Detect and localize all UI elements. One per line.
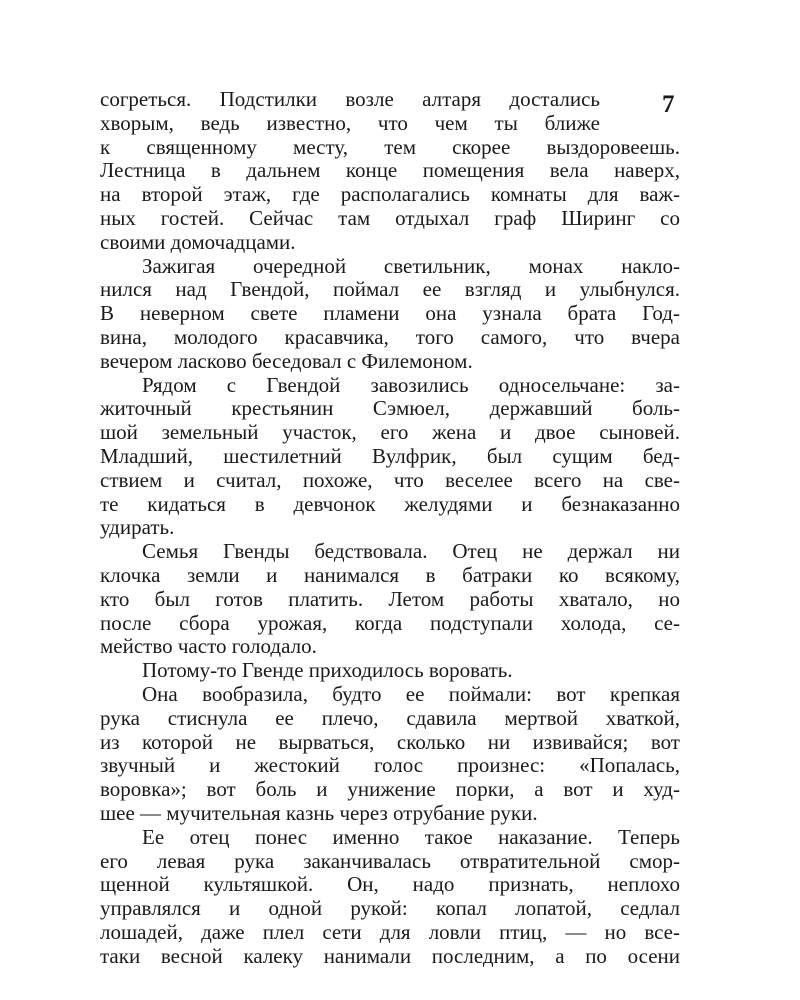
text-line: на второй этаж, где располагались комнаты для важ- (100, 182, 680, 207)
text-line: клочка земли и нанимался в батраки ко всякому, (100, 562, 680, 587)
text-line: удирать. (100, 515, 175, 540)
text-line: ных гостей. Сейчас там отдыхал граф Ширинг со (100, 205, 680, 230)
text-line: рука стиснула ее плечо, сдавила мертвой хваткой, (100, 705, 680, 730)
text-line: согреться. Подстилки возле алтаря достались (100, 87, 600, 111)
text-line: звучный и жестокий голос произнес: «Попалась, (100, 753, 680, 778)
text-line: хворым, ведь известно, что чем ты ближе (100, 110, 600, 135)
text-line: Зажигая очередной светильник, монах накло- (142, 253, 680, 278)
text-line: кто был готов платить. Летом работы хватало, но (100, 586, 680, 611)
body-text (100, 88, 680, 968)
text-line: его левая рука заканчивалась отвратительной смор- (100, 848, 680, 873)
text-line: ствием и считал, похоже, что веселее всего на све- (100, 467, 680, 492)
text-line: Она вообразила, будто ее поймали: вот крепкая (142, 681, 680, 706)
text-line: управлялся и одной рукой: копал лопатой, седлал (100, 896, 680, 921)
text-line: своими домочадцами. (100, 229, 296, 254)
page-number: 7 (662, 91, 675, 118)
text-line: шее — мучительная казнь через отрубание руки. (100, 800, 538, 825)
text-line: нился над Гвендой, поймал ее взгляд и улыбнулся. (100, 277, 680, 302)
text-line: шой земельный участок, его жена и двое сыновей. (100, 420, 680, 445)
text-line: Лестница в дальнем конце помещения вела наверх, (100, 158, 680, 183)
text-line: после сбора урожая, когда подступали холода, се- (100, 610, 680, 635)
text-line: мейство часто голодало. (100, 634, 317, 659)
text-line: вечером ласково беседовал с Филемоном. (100, 348, 473, 373)
text-line: к священному месту, тем скорее выздоровеешь. (100, 134, 680, 159)
text-line: из которой не вырваться, сколько ни извивайся; вот (100, 729, 680, 754)
text-line: Младший, шестилетний Вулфрик, был сущим бед- (100, 443, 680, 468)
text-line: таки весной калеку нанимали последним, а по осени (100, 943, 680, 968)
text-line: В неверном свете пламени она узнала брата Год- (100, 301, 680, 326)
text-line: воровка»; вот боль и унижение порки, а вот и худ- (100, 777, 680, 802)
text-line: Потому-то Гвенде приходилось воровать. (142, 658, 513, 683)
text-line: те кидаться в девчонок желудями и безнаказанно (100, 491, 680, 516)
text-line: Семья Гвенды бедствовала. Отец не держал ни (142, 539, 680, 564)
text-line: житочный крестьянин Сэмюел, державший боль- (100, 396, 680, 421)
text-line: лошадей, даже плел сети для ловли птиц, — но все- (100, 919, 680, 944)
text-line: Ее отец понес именно такое наказание. Теперь (142, 824, 680, 849)
text-line: щенной культяшкой. Он, надо признать, неплохо (100, 872, 680, 897)
text-line: вина, молодого красавчика, того самого, что вчера (100, 324, 680, 349)
text-line: Рядом с Гвендой завозились односельчане: за- (142, 372, 680, 397)
